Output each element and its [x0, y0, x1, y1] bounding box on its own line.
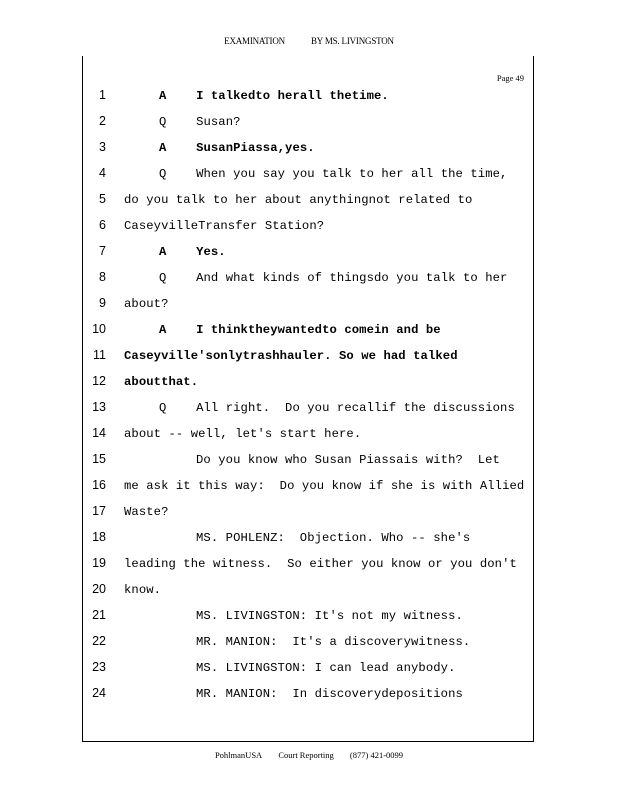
- transcript-line: [0, 374, 618, 400]
- line-number: 12: [92, 374, 106, 388]
- line-number: 24: [92, 686, 106, 700]
- line-text: MS. LIVINGSTON: It's not my witness.: [196, 609, 463, 623]
- line-text: MR. MANION: It's a discoverywitness.: [196, 635, 471, 649]
- line-text: do you talk to her about anythingnot related to: [124, 193, 473, 207]
- line-number: 1: [99, 88, 106, 102]
- line-text: MS. LIVINGSTON: I can lead anybody.: [196, 661, 456, 675]
- line-text: Q When you say you talk to her all the time,: [159, 167, 508, 181]
- line-number: 13: [92, 400, 106, 414]
- transcript-line: [0, 218, 618, 244]
- transcript-line: [0, 296, 618, 322]
- line-text: A I thinktheywantedto comein and be: [159, 323, 441, 337]
- line-text: A Yes.: [159, 245, 226, 259]
- transcript-line: [0, 426, 618, 452]
- line-number: 17: [92, 504, 106, 518]
- line-number: 9: [99, 296, 106, 310]
- page-number: Page 49: [496, 73, 524, 83]
- line-text: A I talkedto herall thetime.: [159, 89, 389, 103]
- line-number: 3: [99, 140, 106, 154]
- header-examiner: BY MS. LIVINGSTON: [311, 36, 394, 46]
- line-number: 18: [92, 530, 106, 544]
- line-text: Q And what kinds of thingsdo you talk to her: [159, 271, 508, 285]
- line-text: Do you know who Susan Piassais with? Let: [196, 453, 500, 467]
- transcript-line: [0, 686, 618, 712]
- footer-phone: (877) 421-0099: [349, 750, 404, 760]
- line-number: 23: [92, 660, 106, 674]
- line-text: A SusanPiassa,yes.: [159, 141, 315, 155]
- line-number: 16: [92, 478, 106, 492]
- line-text: Q Susan?: [159, 115, 241, 129]
- transcript-line: [0, 192, 618, 218]
- line-number: 10: [92, 322, 106, 336]
- line-text: Caseyville'sonlytrashhauler. So we had talked: [124, 349, 458, 363]
- page-footer: [0, 750, 618, 760]
- line-number: 2: [99, 114, 106, 128]
- line-text: know.: [124, 583, 162, 597]
- page-header: [0, 36, 618, 46]
- transcript-line: [0, 348, 618, 374]
- line-text: CaseyvilleTransfer Station?: [124, 219, 325, 233]
- transcript-line: [0, 634, 618, 660]
- transcript-line: [0, 88, 618, 114]
- line-number: 21: [92, 608, 106, 622]
- transcript-line: [0, 114, 618, 140]
- line-number: 5: [99, 192, 106, 206]
- line-text: aboutthat.: [124, 375, 199, 389]
- line-number: 15: [92, 452, 106, 466]
- transcript-line: [0, 140, 618, 166]
- header-examination: EXAMINATION: [224, 36, 285, 46]
- transcript-line: [0, 452, 618, 478]
- transcript-line: [0, 270, 618, 296]
- transcript-line: [0, 530, 618, 556]
- line-text: about -- well, let's start here.: [124, 427, 362, 441]
- line-text: Waste?: [124, 505, 169, 519]
- line-number: 6: [99, 218, 106, 232]
- transcript-line: [0, 608, 618, 634]
- footer-company: PohlmanUSA: [214, 750, 263, 760]
- line-number: 8: [99, 270, 106, 284]
- line-number: 19: [92, 556, 106, 570]
- footer-service: Court Reporting: [278, 750, 334, 760]
- transcript-line: [0, 582, 618, 608]
- line-text: about?: [124, 297, 169, 311]
- transcript-line: [0, 322, 618, 348]
- transcript-line: [0, 660, 618, 686]
- transcript-line: [0, 166, 618, 192]
- line-number: 14: [92, 426, 106, 440]
- line-text: Q All right. Do you recallif the discussions: [159, 401, 515, 415]
- transcript-line: [0, 478, 618, 504]
- line-number: 22: [92, 634, 106, 648]
- transcript-line: [0, 244, 618, 270]
- line-number: 4: [99, 166, 106, 180]
- line-number: 7: [99, 244, 106, 258]
- line-text: leading the witness. So either you know or you don't: [124, 557, 517, 571]
- line-text: me ask it this way: Do you know if she is with Allied: [124, 479, 525, 493]
- line-text: MR. MANION: In discoverydepositions: [196, 687, 463, 701]
- transcript-line: [0, 556, 618, 582]
- transcript-line: [0, 504, 618, 530]
- transcript-line: [0, 400, 618, 426]
- line-text: MS. POHLENZ: Objection. Who -- she's: [196, 531, 471, 545]
- line-number: 11: [93, 348, 106, 362]
- line-number: 20: [92, 582, 106, 596]
